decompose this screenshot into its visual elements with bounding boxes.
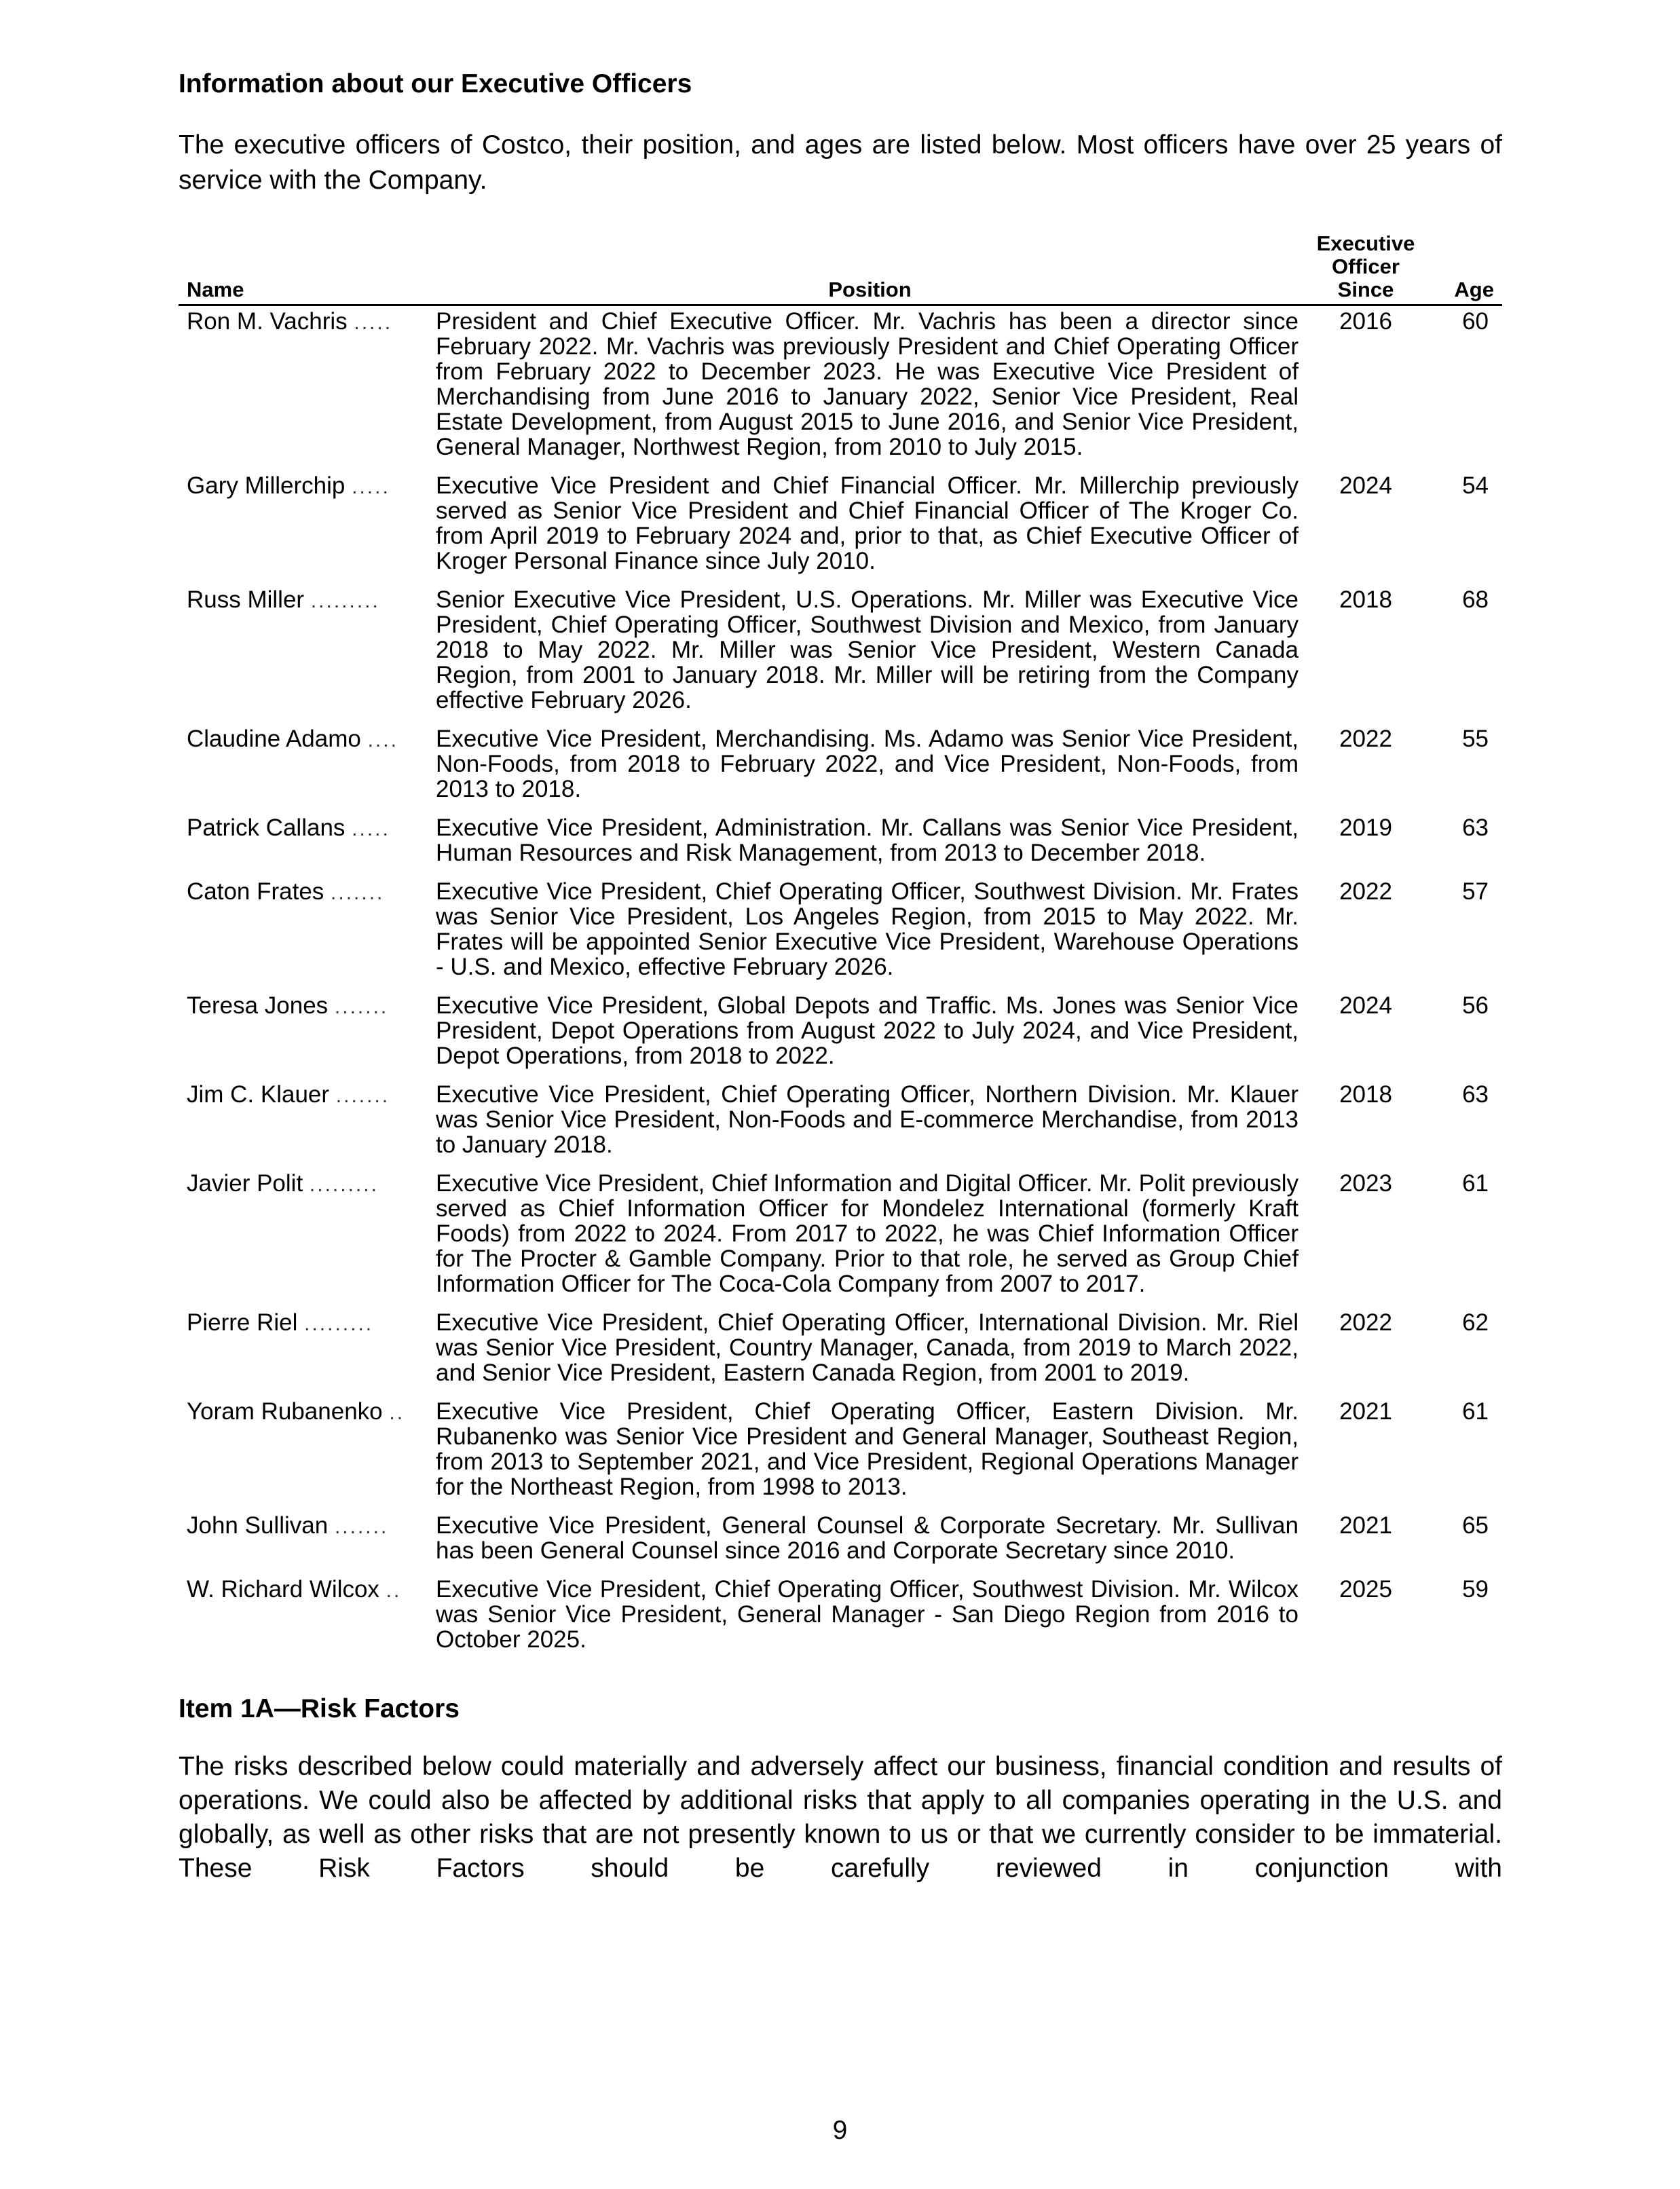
risk-factors-paragraph: The risks described below could materially and adversely affect our business, financial condition and results of operations. We could also be affected by additional risks that apply to all companies operating in the U.S. and globally, as well as other risks that are not presently known to us or that we currently consider to be immaterial. These Risk Factors should be carefully reviewed in conjunction with [179,1752,1502,1883]
dot-leader: .... [367,729,398,751]
officer-age: 57 [1462,878,1489,905]
dot-leader: ....... [334,996,389,1018]
officer-position: Executive Vice President, Chief Information and Digital Officer. Mr. Polit previously served as Chief Information Officer for Mondelez International (formerly Kraft Foods) from 2022 to 2024. From 2017 to 2022, he was Chief Information Officer for The Procter & Gamble Company. Prior to that role, he served as Group Chief Information Officer for The Coca-Cola Company from 2007 to 2017. [436,1170,1299,1297]
officer-name-cell [179,879,434,993]
dot-leader: ......... [304,1313,374,1335]
officer-name-cell [179,1082,434,1171]
officer-age: 54 [1462,472,1489,499]
table-row [179,305,1502,474]
officer-name-cell [179,1513,434,1577]
table-row [179,1513,1502,1577]
dot-leader: ....... [334,1516,389,1538]
dot-leader: ..... [352,818,390,840]
document-page [179,68,1502,1886]
since-header-line: Officer [1332,255,1400,278]
dot-leader: ....... [335,1085,390,1107]
column-header-position: Position [434,232,1305,305]
officer-name-cell [179,305,434,474]
officer-name-cell [179,1310,434,1399]
officer-position: Executive Vice President, Chief Operating Officer, Southwest Division. Mr. Frates was Senior Vice President, Los Angeles Region, from 2015 to May 2022. Mr. Frates will be appointed Senior Executive Vice President, Warehouse Operations - U.S. and Mexico, effective February 2026. [436,878,1299,980]
officer-position: Executive Vice President, Merchandising. Ms. Adamo was Senior Vice President, Non-Foods, from 2018 to February 2022, and Vice President, Non-Foods, from 2013 to 2018. [436,726,1299,802]
officer-since: 2018 [1339,586,1392,613]
officer-since: 2022 [1339,878,1392,905]
column-header-since [1305,232,1426,305]
officer-since: 2024 [1339,472,1392,499]
officer-since: 2021 [1339,1398,1392,1425]
officer-name: Jim C. Klauer [187,1082,330,1108]
officer-age: 60 [1462,308,1489,335]
dot-leader: ....... [331,882,385,904]
officer-position: President and Chief Executive Officer. Mr. Vachris has been a director since February 2022. Mr. Vachris was previously President and Chief Operating Officer from February 2022 to December 2023. He was Executive Vice President of Merchandising from June 2016 to January 2022, Senior Vice President, Real Estate Development, from August 2015 to June 2016, and Senior Vice President, General Manager, Northwest Region, from 2010 to July 2015. [436,308,1299,460]
officer-since: 2022 [1339,1309,1392,1336]
officer-position: Executive Vice President, Chief Operating Officer, Northern Division. Mr. Klauer was Senior Vice President, Non-Foods and E-commerce Merchandise, from 2013 to January 2018. [436,1081,1299,1158]
officer-since: 2019 [1339,815,1392,841]
column-header-age: Age [1426,232,1502,305]
officer-age: 62 [1462,1309,1489,1336]
officer-name-cell [179,1171,434,1310]
table-row [179,1310,1502,1399]
table-body [179,305,1502,1666]
table-row [179,815,1502,879]
officer-age: 59 [1462,1576,1489,1603]
officer-position: Executive Vice President, Chief Operating Officer, International Division. Mr. Riel was Senior Vice President, Country Manager, Canada, from 2019 to March 2022, and Senior Vice President, Eastern Canada Region, from 2001 to 2019. [436,1309,1299,1386]
officer-age: 61 [1462,1398,1489,1425]
dot-leader: .. [386,1579,402,1602]
dot-leader: .. [389,1402,405,1424]
officer-name: Russ Miller [187,587,305,613]
officer-name-cell [179,1577,434,1666]
officer-position: Executive Vice President and Chief Financial Officer. Mr. Millerchip previously served as Senior Vice President and Chief Financial Officer of The Kroger Co. from April 2019 to February 2024 and, prior to that, as Chief Executive Officer of Kroger Personal Finance since July 2010. [436,472,1299,574]
column-header-name: Name [179,232,434,305]
officer-name-cell [179,993,434,1082]
officer-since: 2022 [1339,726,1392,752]
officer-since: 2018 [1339,1081,1392,1108]
officer-age: 56 [1462,992,1489,1019]
section-heading: Information about our Executive Officers [179,69,692,98]
table-row [179,879,1502,993]
page-number: 9 [832,2116,848,2145]
officer-name-cell [179,815,434,879]
officer-name: Javier Polit [187,1171,303,1197]
officer-name: W. Richard Wilcox [187,1577,379,1603]
dot-leader: ......... [310,590,380,612]
table-row [179,1171,1502,1310]
officer-name-cell [179,726,434,815]
officer-name: Claudine Adamo [187,726,361,752]
dot-leader: ..... [354,312,393,334]
officer-position: Executive Vice President, General Counsel & Corporate Secretary. Mr. Sullivan has been General Counsel since 2016 and Corporate Secretary since 2010. [436,1512,1299,1564]
officer-name-cell [179,1399,434,1513]
officer-position: Executive Vice President, Administration. Mr. Callans was Senior Vice President, Human Resources and Risk Management, from 2013 to December 2018. [436,815,1299,866]
officer-position: Executive Vice President, Chief Operating Officer, Eastern Division. Mr. Rubanenko was Senior Vice President and General Manager, Southeast Region, from 2013 to September 2021, and Vice President, Regional Operations Manager for the Northeast Region, from 1998 to 2013. [436,1398,1299,1500]
dot-leader: ......... [309,1174,379,1196]
table-row [179,473,1502,587]
officer-name: Gary Millerchip [187,473,346,499]
officer-position: Senior Executive Vice President, U.S. Operations. Mr. Miller was Executive Vice President, Chief Operating Officer, Southwest Division and Mexico, from January 2018 to May 2022. Mr. Miller was Senior Vice President, Western Canada Region, from 2001 to January 2018. Mr. Miller will be retiring from the Company effective February 2026. [436,586,1299,713]
officer-age: 63 [1462,815,1489,841]
table-row [179,1399,1502,1513]
officer-since: 2023 [1339,1170,1392,1197]
officer-age: 55 [1462,726,1489,752]
officer-name: John Sullivan [187,1513,329,1539]
officer-age: 63 [1462,1081,1489,1108]
dot-leader: ..... [352,476,390,498]
officer-name: Caton Frates [187,879,324,905]
executive-officers-table [179,232,1502,1666]
officer-position: Executive Vice President, Chief Operating Officer, Southwest Division. Mr. Wilcox was Senior Vice President, General Manager - San Diego Region from 2016 to October 2025. [436,1576,1299,1653]
table-row [179,993,1502,1082]
table-row [179,726,1502,815]
officer-position: Executive Vice President, Global Depots and Traffic. Ms. Jones was Senior Vice President, Depot Operations from August 2022 to July 2024, and Vice President, Depot Operations, from 2018 to 2022. [436,992,1299,1069]
risk-factors-heading: Item 1A—Risk Factors [179,1694,460,1723]
officer-age: 68 [1462,586,1489,613]
officer-name: Teresa Jones [187,993,329,1019]
officer-name: Ron M. Vachris [187,308,348,335]
officer-name: Patrick Callans [187,815,346,841]
officer-since: 2025 [1339,1576,1392,1603]
officer-age: 65 [1462,1512,1489,1539]
since-header-line: Executive [1316,231,1415,255]
officer-age: 61 [1462,1170,1489,1197]
officer-since: 2016 [1339,308,1392,335]
table-row [179,1082,1502,1171]
table-row [179,587,1502,726]
table-row [179,1577,1502,1666]
officer-name: Yoram Rubanenko [187,1399,383,1425]
officer-name-cell [179,587,434,726]
officer-name-cell [179,473,434,587]
officer-name: Pierre Riel [187,1310,298,1336]
officer-since: 2024 [1339,992,1392,1019]
table-header-row [179,232,1502,305]
officer-since: 2021 [1339,1512,1392,1539]
intro-paragraph: The executive officers of Costco, their position, and ages are listed below. Most officers have over 25 years of service with the Company. [179,130,1502,195]
since-header-line: Since [1337,278,1394,301]
